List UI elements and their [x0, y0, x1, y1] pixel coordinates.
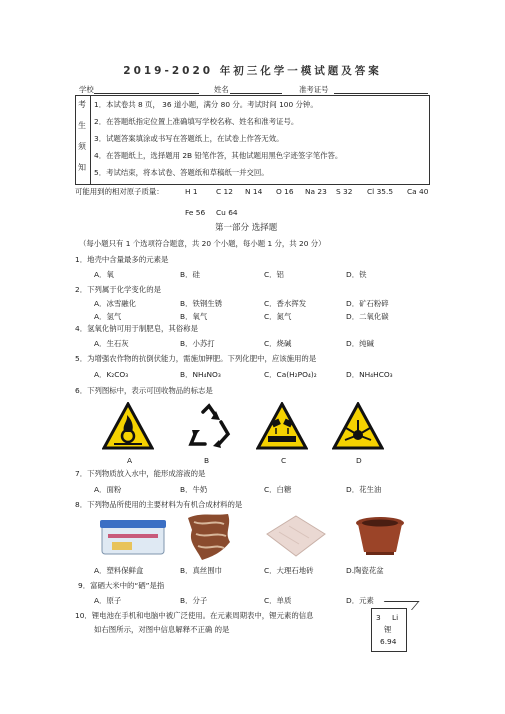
atomic-mass: Cl 35.5 — [367, 187, 394, 196]
element-cell-lithium — [371, 608, 407, 652]
question-stem: 6．下列图标中，表示可回收物品的标志是 — [75, 386, 213, 395]
name-blank — [230, 93, 282, 94]
part1-title: 第一部分 选择题 — [215, 223, 278, 233]
notice-item: 2．在答题纸指定位置上准确填写学校名称、姓名和准考证号。 — [94, 117, 299, 126]
option-a: A．塑料保鲜盒 — [94, 566, 144, 575]
oxidizer-warning-icon — [102, 402, 154, 450]
option-c: C — [281, 456, 287, 465]
question-stem: 5．为增强农作物的抗倒伏能力，需施加钾肥。下列化肥中，应该施用的是 — [75, 354, 317, 363]
recycle-icon — [183, 402, 235, 450]
option-b: B．小苏打 — [180, 339, 215, 348]
option-c: C．单质 — [264, 596, 292, 605]
question-stem: 2．下列属于化学变化的是 — [75, 285, 162, 294]
question-stem: 4．氢氧化钠可用于制肥皂，其俗称是 — [75, 324, 198, 333]
notice-item: 1．本试卷共 8 页， 36 道小题，满分 80 分。考试时间 100 分钟。 — [94, 100, 318, 109]
element-cell-top-edge — [377, 601, 420, 610]
option-a: A．面粉 — [94, 485, 122, 494]
option-d: D．花生油 — [346, 485, 382, 494]
marble-tile-image — [265, 514, 327, 558]
atomic-mass: H 1 — [185, 187, 198, 196]
silk-scarf-image — [184, 512, 236, 562]
plastic-container-image — [98, 514, 168, 558]
atomic-mass: O 16 — [276, 187, 294, 196]
option-d: D．矿石粉碎 — [346, 299, 389, 308]
atomic-mass: Cu 64 — [216, 208, 238, 217]
option-c: C．铝 — [264, 270, 284, 279]
atomic-mass: N 14 — [245, 187, 263, 196]
option-c: C．氮气 — [264, 312, 292, 321]
option-b: B — [204, 456, 210, 465]
option-d: D．元素 — [346, 596, 374, 605]
notice-item: 3．试题答案填涂或书写在答题纸上，在试卷上作答无效。 — [94, 134, 284, 143]
option-d: D．二氧化碳 — [346, 312, 389, 321]
ceramic-flowerpot-image — [352, 514, 408, 558]
element-symbol: Li — [392, 613, 399, 622]
notice-side-char: 生 — [78, 121, 86, 130]
atomic-mass: Fe 56 — [185, 208, 206, 217]
option-c: C．Ca(H₂PO₄)₂ — [264, 370, 317, 379]
option-d: D．纯碱 — [346, 339, 374, 348]
atomic-mass-label: 可能用到的相对原子质量： — [75, 187, 164, 196]
option-b: B．氧气 — [180, 312, 208, 321]
option-b: B．铁钢生锈 — [180, 299, 223, 308]
option-b: B．牛奶 — [180, 485, 208, 494]
option-a: A．K₂CO₃ — [94, 370, 129, 379]
part1-instruction: （每小题只有 1 个选项符合题意，共 20 个小题，每小题 1 分，共 20 分） — [79, 239, 326, 248]
option-a: A．氧 — [94, 270, 114, 279]
name-label: 姓名 — [214, 85, 229, 94]
option-b: B．NH₄NO₃ — [180, 370, 221, 379]
notice-item: 4．在答题纸上，选择题用 2B 铅笔作答，其他试题用黑色字迹签字笔作答。 — [94, 151, 343, 160]
option-c: C．白糖 — [264, 485, 292, 494]
option-d: D — [356, 456, 362, 465]
element-number: 3 — [376, 613, 381, 622]
element-name: 锂 — [384, 625, 392, 634]
notice-box — [75, 95, 430, 185]
atomic-mass: C 12 — [216, 187, 233, 196]
option-b: B．硅 — [180, 270, 200, 279]
atomic-mass: Ca 40 — [407, 187, 429, 196]
exam-no-label: 准考证号 — [299, 85, 329, 94]
question-stem: 7．下列物质放入水中，能形成溶液的是 — [75, 469, 206, 478]
atomic-mass: S 32 — [336, 187, 353, 196]
option-d: D.陶瓷花盆 — [346, 566, 384, 575]
option-a: A．原子 — [94, 596, 122, 605]
option-a: A — [127, 456, 133, 465]
option-a: A．氢气 — [94, 312, 122, 321]
option-b: B．真丝围巾 — [180, 566, 223, 575]
corrosive-warning-icon — [256, 402, 308, 450]
option-c: C．烧碱 — [264, 339, 292, 348]
question-stem: 10．锂电池在手机和电脑中被广泛使用。在元素周期表中，锂元素的信息 — [75, 611, 314, 620]
option-d: D．NH₄HCO₃ — [346, 370, 393, 379]
question-stem: 9．富硒大米中的“硒”是指 — [78, 581, 165, 590]
notice-item: 5．考试结束，将本试卷、答题纸和草稿纸一并交回。 — [94, 168, 269, 177]
question-stem: 8．下列物品所使用的主要材料为有机合成材料的是 — [75, 500, 243, 509]
exam-no-blank — [334, 93, 428, 94]
notice-side-char: 考 — [78, 100, 86, 109]
atomic-mass: Na 23 — [305, 187, 327, 196]
option-d: D．铁 — [346, 270, 367, 279]
page-title: 2019-2020 年初三化学一模试题及答案 — [123, 65, 382, 77]
notice-side — [76, 96, 91, 184]
notice-side-char: 须 — [78, 142, 86, 151]
option-c: C．香水挥发 — [264, 299, 307, 308]
option-b: B．分子 — [180, 596, 208, 605]
explosive-warning-icon — [332, 402, 384, 450]
notice-side-char: 知 — [78, 163, 86, 172]
school-label: 学校 — [79, 85, 94, 94]
option-a: A．冰雪融化 — [94, 299, 137, 308]
school-blank — [94, 93, 199, 94]
question-stem-line2: 如右图所示，对图中信息解释不正确 的是 — [94, 625, 230, 634]
element-mass: 6.94 — [380, 637, 397, 646]
question-stem: 1．地壳中含量最多的元素是 — [75, 255, 169, 264]
option-a: A．生石灰 — [94, 339, 129, 348]
option-c: C．大理石地砖 — [264, 566, 314, 575]
